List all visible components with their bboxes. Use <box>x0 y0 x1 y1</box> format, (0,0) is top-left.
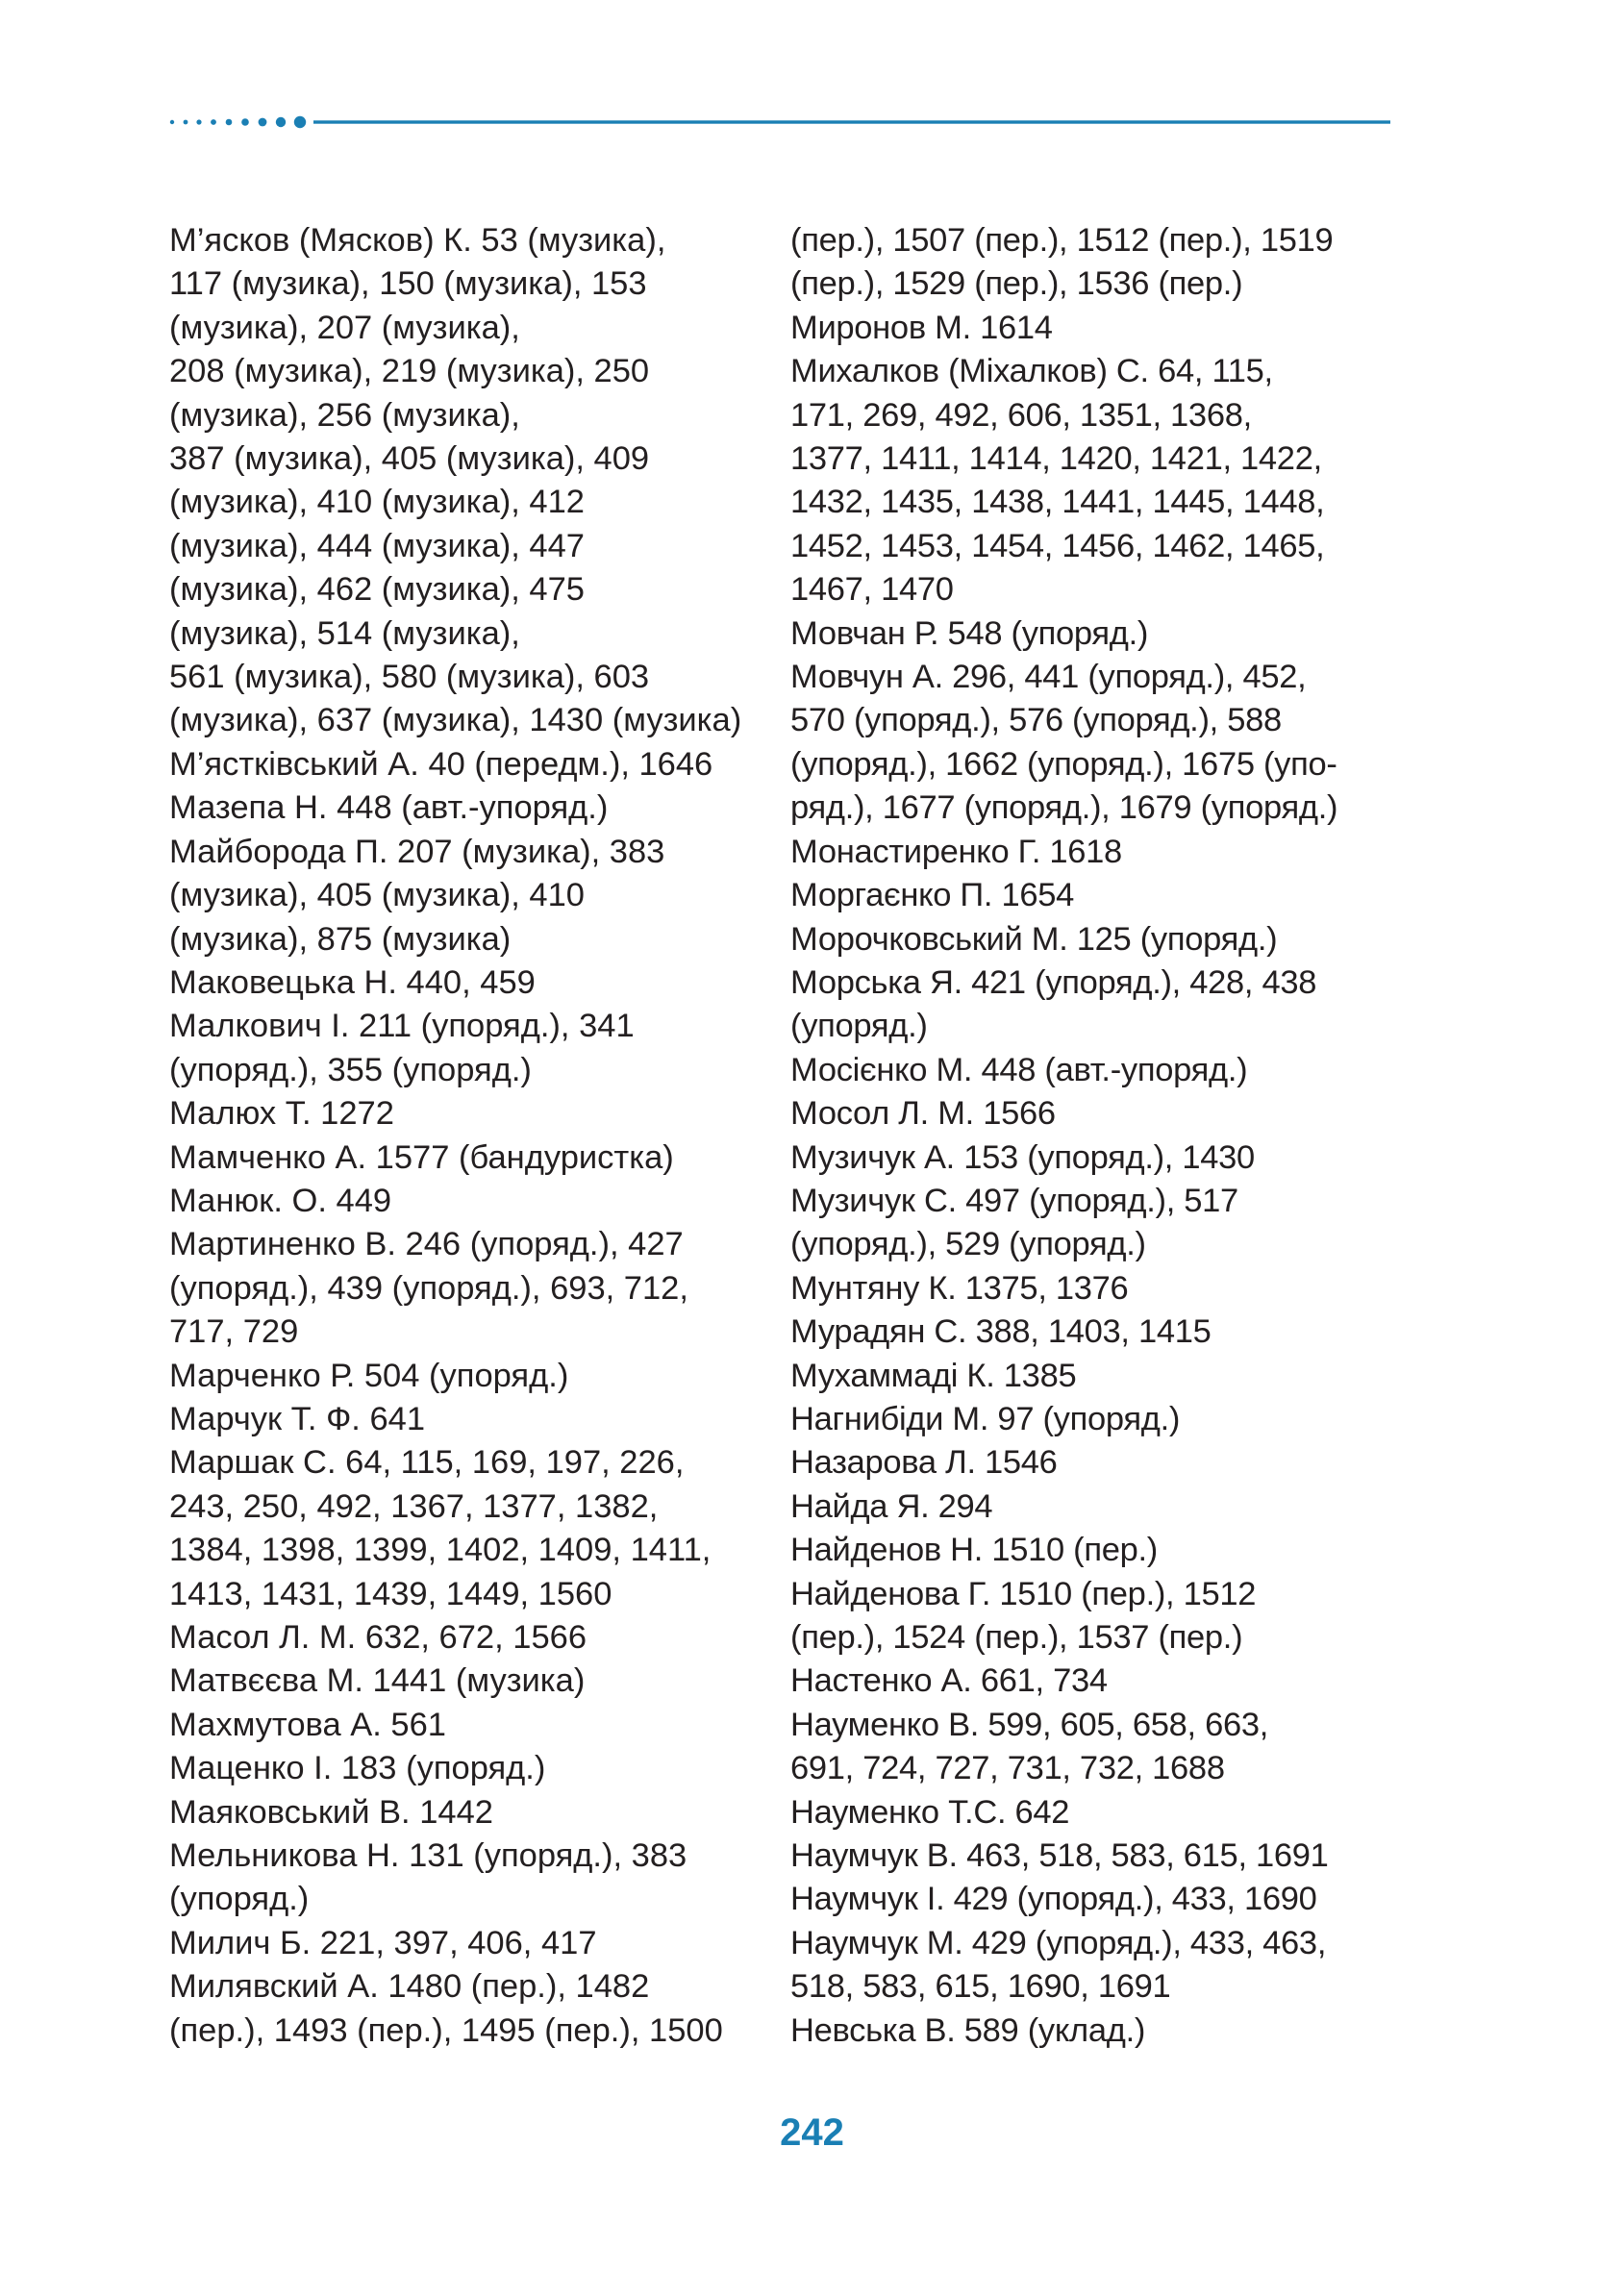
header-rule <box>169 115 1390 129</box>
index-entry: Мамченко А. 1577 (бандуристка) <box>169 1138 674 1176</box>
index-entry: Маршак С. 64, 115, 169, 197, 226, 243, 250, 492, 1367, 1377, 1382, 1384, 1398, 1399, 1402, 1409, 1411, 1413, 1431, 1439, 1449, 1560 <box>169 1444 712 1612</box>
index-entry: Невська В. 589 (уклад.) <box>790 2011 1146 2049</box>
index-column-right <box>790 219 1396 2053</box>
index-entry: Найденов Н. 1510 (пер.) <box>790 1532 1158 1569</box>
index-entry: Мосол Л. М. 1566 <box>790 1095 1056 1133</box>
index-entry: Манюк. О. 449 <box>169 1182 392 1219</box>
index-entry: Малкович І. 211 (упоряд.), 341 (упоряд.), 355 (упоряд.) <box>169 1008 635 1088</box>
index-entry: Наумчук В. 463, 518, 583, 615, 1691 <box>790 1837 1329 1875</box>
index-entry: Майборода П. 207 (музика), 383 (музика), 405 (музика), 410 (музика), 875 (музика) <box>169 833 665 958</box>
index-entry: Найденова Г. 1510 (пер.), 1512 (пер.), 1524 (пер.), 1537 (пер.) <box>790 1575 1257 1656</box>
index-entry: Морочковський М. 125 (упоряд.) <box>790 920 1278 958</box>
index-entry: Михалков (Міхалков) С. 64, 115, 171, 269, 492, 606, 1351, 1368, 1377, 1411, 1414, 1420, 1421, 1422, 1432, 1435, 1438, 1441, 1445, 1448, 1452, 1453, 1454, 1456, 1462, 1465, 1467, 1470 <box>790 353 1325 609</box>
index-entry: Мартиненко В. 246 (упоряд.), 427 (упоряд.), 439 (упоряд.), 693, 712, 717, 729 <box>169 1226 688 1351</box>
index-entry: Мельникова Н. 131 (упоряд.), 383 (упоряд.) <box>169 1837 687 1918</box>
page-number: 242 <box>780 2111 844 2154</box>
index-entry: Марчук Т. Ф. 641 <box>169 1400 426 1437</box>
index-entry: Наумчук І. 429 (упоряд.), 433, 1690 <box>790 1881 1317 1918</box>
index-entry: Малюх Т. 1272 <box>169 1095 394 1133</box>
index-entry: Науменко В. 599, 605, 658, 663, 691, 724, 727, 731, 732, 1688 <box>790 1706 1269 1787</box>
index-entry: Мухаммаді К. 1385 <box>790 1357 1077 1394</box>
index-entry: Милявский А. 1480 (пер.), 1482 (пер.), 1493 (пер.), 1495 (пер.), 1500 <box>169 1968 723 2049</box>
index-entry: Найда Я. 294 <box>790 1487 993 1525</box>
index-entry: Музичук А. 153 (упоряд.), 1430 <box>790 1138 1255 1176</box>
index-entry: Милич Б. 221, 397, 406, 417 <box>169 1924 597 1961</box>
index-entry: М’ясков (Мясков) К. 53 (музика), 117 (музика), 150 (музика), 153 (музика), 207 (музика), 208 (музика), 219 (музика), 250 (музика), 256 (музика), 387 (музика), 405 (музика), 409 (музика), 410 (музика), 412 (музика), 444 (музика), 447 (музика), 462 (музика), 475 (музика), 514 (музика), 561 (музика), 580 (музика), 603 (музика), 637 (музика), 1430 (музика) <box>169 222 742 739</box>
index-entry: Маценко І. 183 (упоряд.) <box>169 1750 546 1787</box>
index-entry: Морська Я. 421 (упоряд.), 428, 438 (упоряд.) <box>790 963 1317 1045</box>
index-entry: Нагнибіди М. 97 (упоряд.) <box>790 1400 1181 1437</box>
index-entry: Мурадян С. 388, 1403, 1415 <box>790 1313 1212 1351</box>
index-entry: М’ястківський А. 40 (передм.), 1646 <box>169 745 713 783</box>
index-entry: Маковецька Н. 440, 459 <box>169 963 536 1001</box>
index-entry: Мосієнко М. 448 (авт.-упоряд.) <box>790 1051 1248 1088</box>
index-entry: Мазепа Н. 448 (авт.-упоряд.) <box>169 789 609 827</box>
index-entry: Моргаєнко П. 1654 <box>790 877 1075 914</box>
index-entry: (пер.), 1507 (пер.), 1512 (пер.), 1519 (пер.), 1529 (пер.), 1536 (пер.) <box>790 222 1334 303</box>
index-entry: Монастиренко Г. 1618 <box>790 833 1122 870</box>
index-entry: Марченко Р. 504 (упоряд.) <box>169 1357 569 1394</box>
index-entry: Назарова Л. 1546 <box>790 1444 1058 1482</box>
index-entry: Наумчук М. 429 (упоряд.), 433, 463, 518, 583, 615, 1690, 1691 <box>790 1924 1327 2006</box>
index-entry: Музичук С. 497 (упоряд.), 517 (упоряд.), 529 (упоряд.) <box>790 1182 1238 1263</box>
index-entry: Мовчун А. 296, 441 (упоряд.), 452, 570 (упоряд.), 576 (упоряд.), 588 (упоряд.), 1662 (упоряд.), 1675 (упо- ряд.), 1677 (упоряд.), 1679 (упоряд.) <box>790 659 1338 827</box>
index-entry: Миронов М. 1614 <box>790 309 1053 346</box>
index-entry: Махмутова А. 561 <box>169 1706 446 1743</box>
index-column-left <box>169 219 775 2053</box>
index-entry: Маяковський В. 1442 <box>169 1793 493 1831</box>
index-entry: Масол Л. М. 632, 672, 1566 <box>169 1619 587 1656</box>
index-entry: Настенко А. 661, 734 <box>790 1662 1108 1700</box>
index-entry: Матвєєва М. 1441 (музика) <box>169 1662 586 1700</box>
index-entry: Науменко Т.С. 642 <box>790 1793 1070 1831</box>
index-entry: Мовчан Р. 548 (упоряд.) <box>790 614 1149 652</box>
index-entry: Мунтяну К. 1375, 1376 <box>790 1269 1129 1307</box>
